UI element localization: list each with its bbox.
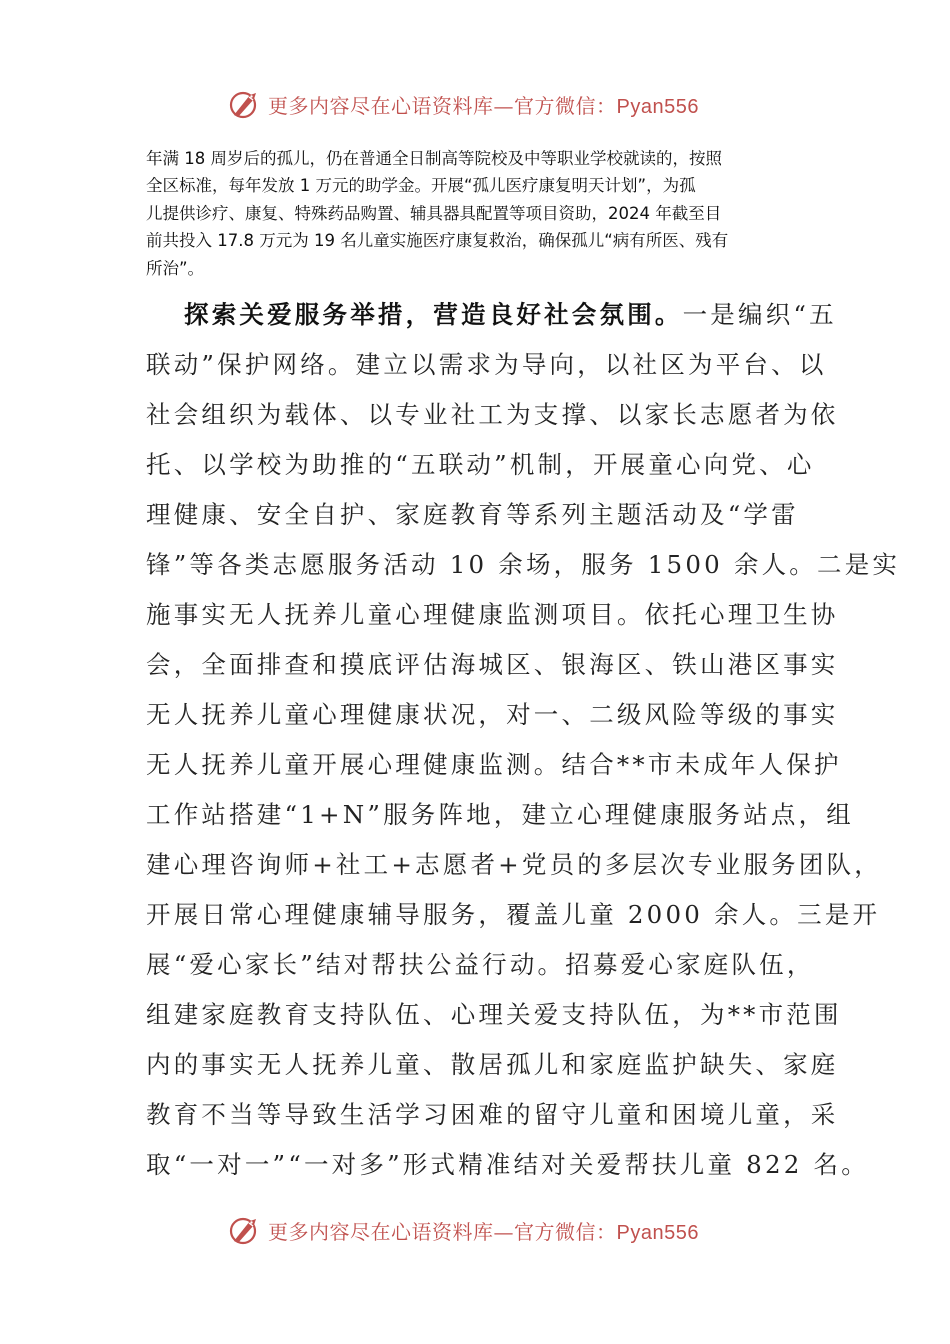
- text-line: 施事实无人抚养儿童心理健康监测项目。依托心理卫生协: [146, 600, 839, 629]
- header-banner-text: 更多内容尽在心语资料库—官方微信：Pyan556: [268, 93, 699, 118]
- text-line: 锋”等各类志愿服务活动 10 余场，服务 1500 余人。二是实: [146, 550, 901, 579]
- pen-nib-circle-icon: [228, 87, 262, 121]
- text-line: 理健康、安全自护、家庭教育等系列主题活动及“学雷: [146, 500, 799, 529]
- text-line: 教育不当等导致生活学习困难的留守儿童和困境儿童，采: [146, 1100, 839, 1129]
- text-line: 年满 18 周岁后的孤儿，仍在普通全日制高等院校及中等职业学校就读的，按照: [146, 149, 722, 168]
- text-line: 托、以学校为助推的“五联动”机制，开展童心向党、心: [146, 450, 815, 479]
- text-line: 建心理咨询师+社工+志愿者+党员的多层次专业服务团队，: [146, 850, 882, 879]
- text-line: 开展日常心理健康辅导服务，覆盖儿童 2000 余人。三是开: [146, 900, 881, 929]
- text-line: 组建家庭教育支持队伍、心理关爱支持队伍，为**市范围: [146, 1000, 842, 1029]
- text-line: 所治”。: [146, 258, 205, 278]
- header-banner[interactable]: [228, 86, 728, 122]
- text-line: 联动”保护网络。建立以需求为导向，以社区为平台、以: [146, 350, 827, 379]
- pen-nib-circle-icon: [228, 1213, 262, 1247]
- text-line-first: 探索关爱服务举措，营造良好社会氛围。一是编织“五: [184, 300, 837, 329]
- wechat-id: Pyan556: [616, 1221, 699, 1244]
- section2-paragraph: [146, 290, 901, 1190]
- text-line: 无人抚养儿童开展心理健康监测。结合**市未成年人保护: [146, 750, 842, 779]
- text-line: 工作站搭建“1+N”服务阵地，建立心理健康服务站点，组: [146, 800, 855, 829]
- text-line: 内的事实无人抚养儿童、散居孤儿和家庭监护缺失、家庭: [146, 1050, 839, 1079]
- text-line: 无人抚养儿童心理健康状况，对一、二级风险等级的事实: [146, 700, 839, 729]
- footer-banner[interactable]: [228, 1212, 728, 1248]
- text-line: 社会组织为载体、以专业社工为支撑、以家长志愿者为依: [146, 400, 839, 429]
- text-line: 前共投入 17.8 万元为 19 名儿童实施医疗康复救治，确保孤儿“病有所医、残有: [146, 231, 729, 251]
- text-line: 儿提供诊疗、康复、特殊药品购置、辅具器具配置等项目资助，2024 年截至目: [146, 203, 722, 223]
- footer-banner-text: 更多内容尽在心语资料库—官方微信：Pyan556: [268, 1219, 699, 1244]
- text-line: 会，全面排查和摸底评估海城区、银海区、铁山港区事实: [146, 650, 839, 679]
- text-line: 全区标准，每年发放 1 万元的助学金。开展“孤儿医疗康复明天计划”，为孤: [146, 176, 696, 196]
- text-line: 取“一对一”“一对多”形式精准结对关爱帮扶儿童 822 名。: [146, 1150, 869, 1179]
- section1-paragraph: [146, 145, 810, 282]
- text-line: 展“爱心家长”结对帮扶公益行动。招募爱心家庭队伍，: [146, 950, 815, 979]
- section-heading: 探索关爱服务举措，营造良好社会氛围。: [184, 300, 683, 329]
- wechat-id: Pyan556: [616, 95, 699, 118]
